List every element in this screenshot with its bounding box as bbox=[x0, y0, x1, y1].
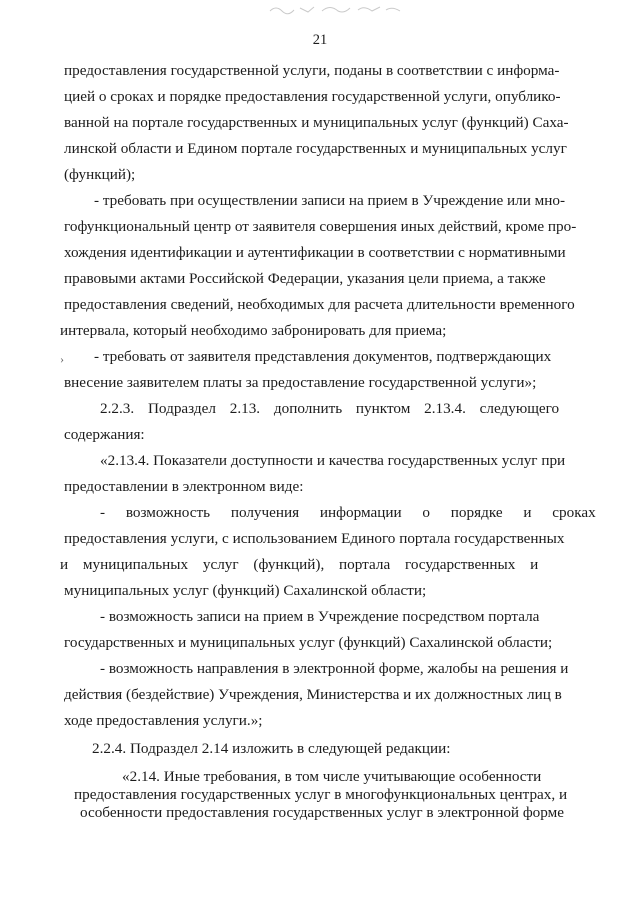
text-line: хождения идентификации и аутентификации в соответствии с нормативными bbox=[64, 244, 566, 261]
text-line: - требовать при осуществлении записи на прием в Учреждение или мно- bbox=[94, 192, 566, 209]
text-line: предоставлении в электронном виде: bbox=[64, 478, 304, 495]
text-line: - возможность записи на прием в Учреждение посредством портала bbox=[100, 608, 540, 625]
margin-mark: › bbox=[60, 352, 64, 366]
text-line: гофункциональный центр от заявителя совершения иных действий, кроме про- bbox=[64, 218, 577, 235]
text-line: предоставления услуги, с использованием Единого портала государственных bbox=[64, 530, 565, 547]
text-line: «2.14. Иные требования, в том числе учитывающие особенности bbox=[122, 768, 542, 785]
text-line: действия (бездействие) Учреждения, Министерства и их должностных лиц в bbox=[64, 686, 562, 703]
text-line: интервала, который необходимо забронировать для приема; bbox=[60, 322, 447, 339]
text-line: линской области и Едином портале государственных и муниципальных услуг bbox=[64, 140, 567, 157]
text-line: предоставления государственных услуг в многофункциональных центрах, и bbox=[74, 786, 568, 803]
text-line: «2.13.4. Показатели доступности и качества государственных услуг при bbox=[100, 452, 566, 469]
text-line: и муниципальных услуг (функций), портала государственных и bbox=[60, 556, 539, 573]
text-line: внесение заявителем платы за предоставление государственной услуги»; bbox=[64, 374, 537, 391]
page-number: 21 bbox=[312, 32, 328, 48]
text-line: - возможность направления в электронной форме, жалобы на решения и bbox=[100, 660, 569, 677]
text-line: особенности предоставления государственных услуг в электронной форме bbox=[80, 804, 564, 821]
faint-stamp-mark bbox=[268, 2, 404, 16]
text-line: - возможность получения информации о порядке и сроках bbox=[100, 504, 596, 521]
text-line: правовыми актами Российской Федерации, указания цели приема, а также bbox=[64, 270, 546, 287]
text-line: ванной на портале государственных и муниципальных услуг (функций) Саха- bbox=[64, 114, 569, 131]
text-line: 2.2.3. Подраздел 2.13. дополнить пунктом 2.13.4. следующего bbox=[100, 400, 560, 417]
text-line: 2.2.4. Подраздел 2.14 изложить в следующей редакции: bbox=[92, 740, 451, 757]
text-line: ходе предоставления услуги.»; bbox=[64, 712, 263, 729]
text-line: предоставления государственной услуги, поданы в соответствии с информа- bbox=[64, 62, 560, 79]
text-line: (функций); bbox=[64, 166, 136, 183]
text-line: муниципальных услуг (функций) Сахалинской области; bbox=[64, 582, 427, 599]
text-line: предоставления сведений, необходимых для расчета длительности временного bbox=[64, 296, 575, 313]
text-line: цией о сроках и порядке предоставления государственной услуги, опублико- bbox=[64, 88, 561, 105]
text-line: - требовать от заявителя представления документов, подтверждающих bbox=[94, 348, 552, 365]
text-line: содержания: bbox=[64, 426, 145, 443]
text-line: государственных и муниципальных услуг (функций) Сахалинской области; bbox=[64, 634, 553, 651]
